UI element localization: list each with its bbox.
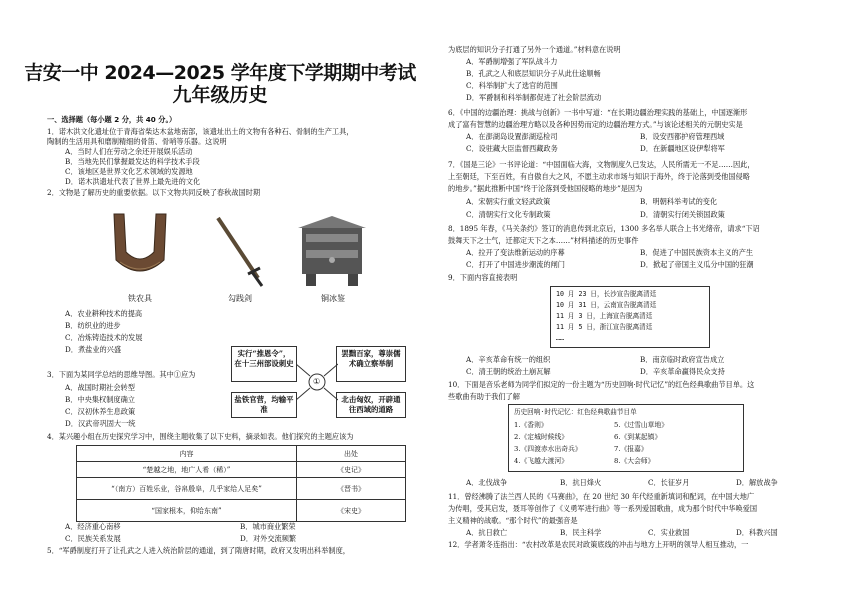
caption-iron-tool: 铁农具 xyxy=(128,294,152,303)
q9-option-c: C．清王朝的统治土崩瓦解 xyxy=(466,367,551,376)
table-row xyxy=(77,462,406,478)
q5-option-b: B．孔武之人和底层知识分子从此仕途顺畅 xyxy=(466,69,601,78)
table-cell: “楚越之地，地广人希（稀）” xyxy=(77,462,297,478)
q2-stem: 2．文物是了解历史的重要依据。以下文物共同反映了春秋战国时期 xyxy=(47,188,261,197)
q6-stem-1: 6．《中国的边疆治理：挑战与创新》一书中写道：“在长期边疆治理实践的基础上，中国逐渐形 xyxy=(448,108,748,117)
table-cell: “（南方）百姓乐业，谷帛殷阜，几乎家给人足矣” xyxy=(77,478,297,500)
table-cell: “国家根本，仰给东南” xyxy=(77,500,297,522)
section-heading: 一、选择题（每小题 2 分，共 40 分。） xyxy=(47,115,177,124)
q7-option-c: C．清朝实行文化专制政策 xyxy=(466,210,551,219)
song-item: 5.《过雪山草地》 xyxy=(614,421,669,429)
song-item: 6.《到某起镇》 xyxy=(614,433,662,441)
q3-circle-label: ① xyxy=(313,377,321,386)
q6-option-d: D．在新疆地区设伊犁将军 xyxy=(640,144,725,153)
song-item: 8.《大会师》 xyxy=(614,457,655,465)
q8-option-c: C．打开了中国进步潮流的闸门 xyxy=(466,260,565,269)
table-cell: 《史记》 xyxy=(297,462,406,478)
table-row xyxy=(77,478,406,500)
q9-line: 11 月 5 日，浙江宣告脱离清廷 xyxy=(556,323,653,331)
table-header: 内容 xyxy=(77,446,297,462)
q3-option-d: D．汉武帝巩固大一统 xyxy=(65,419,136,428)
bronze-ice-vessel-image xyxy=(292,210,372,290)
caption-sword: 勾践剑 xyxy=(228,294,252,303)
q1-option-c: C．该地区是世界文化艺术领域的发源地 xyxy=(65,167,193,176)
q4-option-a: A．经济重心南移 xyxy=(65,522,121,531)
q12-stem: 12．学者萧冬连指出：“农村改革是农民对政策底线的冲击与地方上开明的领导人相互推动，一 xyxy=(448,540,749,549)
q1-stem-2: 陶制的生活用具和磨制精细的骨笛、骨哨等乐器。这说明 xyxy=(47,137,227,146)
q10-option-d: D．解放战争 xyxy=(736,478,778,487)
q4-option-b: B．城市商业繁荣 xyxy=(240,522,296,531)
q5-stem-2: 为底层的知识分子打通了另外一个通道。”材料意在说明 xyxy=(448,45,621,54)
exam-title: 吉安一中 2024—2025 学年度下学期期中考试 xyxy=(24,62,416,84)
table-header: 出处 xyxy=(297,446,406,462)
q11-stem-3: 主义精神的战歌。“那个时代”的最强音是 xyxy=(448,516,578,525)
subject-title: 九年级历史 xyxy=(172,84,268,106)
q4-option-d: D．对外交流频繁 xyxy=(240,534,297,543)
q4-option-c: C．民族关系发展 xyxy=(65,534,121,543)
q3-option-a: A．战国时期社会转型 xyxy=(65,383,135,392)
q11-option-a: A．抗日救亡 xyxy=(466,528,508,537)
q8-stem-1: 8．1895 年春，《马关条约》签订的消息传到北京后，1300 多名举人联合上书光绪帝，请求“下诏 xyxy=(448,224,760,233)
q3-stem: 3．下面为某同学总结的思维导图。其中①应为 xyxy=(47,370,196,379)
q10-stem-1: 10．下面是音乐老师为同学们拟定的一份主题为“历史回响·时代记忆”的红色经典歌曲节目单。这 xyxy=(448,380,755,389)
q3-box-4: 北击匈奴，开辟通往西域的道路 xyxy=(336,392,406,418)
q2-option-a: A．农业耕种技术的提高 xyxy=(65,309,143,318)
q7-stem-3: 的地步。”据此推断中国“终于沦落到受他国侵略的地步”是因为 xyxy=(448,184,643,193)
song-item: 2.《定城时候线》 xyxy=(514,433,569,441)
q6-option-b: B．设安西都护府管理西域 xyxy=(640,132,725,141)
song-item: 1.《香则》 xyxy=(514,421,548,429)
q1-option-a: A．当时人们在劳动之余还开展娱乐活动 xyxy=(65,147,193,156)
song-item: 4.《飞越大渡河》 xyxy=(514,457,569,465)
q2-option-c: C．冶炼铸造技术的发展 xyxy=(65,333,143,342)
q6-option-c: C．设驻藏大臣监督西藏政务 xyxy=(466,144,558,153)
q1-option-b: B．当地先民们掌握最发达的科学技术手段 xyxy=(65,157,200,166)
q4-stem: 4．某兴趣小组在历史探究学习中，围绕主题收集了以下史料，摘录如表。他们探究的主题应该为 xyxy=(47,432,354,441)
q8-stem-2: 鼓舞天下之士气，迁都定天下之本……”材料描述的历史事件 xyxy=(448,236,639,245)
q10-option-a: A．北伐战争 xyxy=(466,478,508,487)
table-cell: 《晋书》 xyxy=(297,478,406,500)
q9-line: 10 月 31 日，云南宣告脱离清廷 xyxy=(556,301,657,309)
q10-stem-2: 些歌曲有助于我们了解 xyxy=(448,392,520,401)
q11-stem-1: 11．曾经沸腾了法兰西人民的《马赛曲》，在 20 世纪 30 年代经重新填词和配词，在中国大地广 xyxy=(448,492,755,501)
caption-ice-vessel: 铜冰鉴 xyxy=(321,294,345,303)
goujian-sword-image xyxy=(208,212,270,290)
q6-option-a: A．在澎湖岛设置澎湖巡检司 xyxy=(466,132,558,141)
q7-option-a: A．宋朝实行重文轻武政策 xyxy=(466,197,551,206)
q11-option-b: B．民主科学 xyxy=(560,528,602,537)
q5-option-c: C．科举制扩大了选官的范围 xyxy=(466,81,558,90)
q5-option-a: A．军爵制增强了军队战斗力 xyxy=(466,57,558,66)
q11-option-d: D．科教兴国 xyxy=(736,528,778,537)
q1-option-d: D．诺木洪遗址代表了世界上最先进的文化 xyxy=(65,177,201,186)
q9-line: …… xyxy=(556,334,564,342)
q3-option-c: C．汉初休养生息政策 xyxy=(65,407,136,416)
song-item: 3.《四渡赤水出奇兵》 xyxy=(514,445,582,453)
q8-option-a: A．拉开了变法维新运动的序幕 xyxy=(466,248,565,257)
q2-option-d: D．煮盐业的兴盛 xyxy=(65,345,122,354)
q4-source-table xyxy=(76,445,406,522)
q9-stem: 9．下面内容直接表明 xyxy=(448,273,518,282)
q6-stem-2: 成了富有智慧的边疆治理方略以及各种因势而定的边疆治理方式。”与该论述相关的元朝史实是 xyxy=(448,120,743,129)
q5-stem-1: 5．“军爵制度打开了让孔武之人进入统治阶层的通道，到了隋唐时期，政府又发明出科举制度， xyxy=(47,546,350,555)
q3-box-2: 罢黜百家，尊崇儒术确立察举制 xyxy=(336,346,406,382)
q9-option-b: B．南京临时政府宣告成立 xyxy=(640,355,725,364)
table-cell: 《宋史》 xyxy=(297,500,406,522)
q11-option-c: C．实业救国 xyxy=(648,528,690,537)
q2-option-b: B．纺织业的进步 xyxy=(65,321,121,330)
q10-option-b: B．抗日烽火 xyxy=(560,478,602,487)
q10-option-c: C．长征岁月 xyxy=(648,478,690,487)
q1-stem-1: 1．诺木洪文化遗址位于青海省柴达木盆地南部，该遗址出土的文物有各种石、骨制的生产工具， xyxy=(47,127,354,136)
q9-line: 10 月 23 日，长沙宣告脱离清廷 xyxy=(556,290,657,298)
q3-box-3: 盐铁官营，均输平准 xyxy=(231,392,297,418)
song-item: 7.《报嘉》 xyxy=(614,445,648,453)
iron-tool-image xyxy=(110,210,170,282)
q7-option-d: D．清朝实行闭关锁国政策 xyxy=(640,210,725,219)
q3-option-b: B．中央集权制度确立 xyxy=(65,395,135,404)
q9-line: 11 月 3 日，上海宣告脱离清廷 xyxy=(556,312,653,320)
q8-option-b: B．促进了中国民族资本主义的产生 xyxy=(640,248,754,257)
q11-stem-2: 为传唱，受其启发，聂耳等创作了《义勇军进行曲》等一系列爱国歌曲，成为那个时代中华唤爱国 xyxy=(448,504,758,513)
q10-box-title: 历史回响·时代记忆：红色经典歌曲节目单 xyxy=(514,408,637,416)
q8-option-d: D．掀起了帝国主义瓜分中国的狂潮 xyxy=(640,260,754,269)
q7-stem-1: 7．《国是三论》一书评论道：“中国面临大海，文物制度久已发达，人民所需无一不足……因此， xyxy=(448,160,755,169)
table-row xyxy=(77,500,406,522)
q9-option-d: D．辛亥革命赢得民众支持 xyxy=(640,367,725,376)
q5-option-d: D．军爵制和科举制都促进了社会阶层流动 xyxy=(466,93,602,102)
q7-option-b: B．明朝科举考试的变化 xyxy=(640,197,718,206)
q9-option-a: A．辛亥革命有统一的组织 xyxy=(466,355,551,364)
q3-box-1: 实行“推恩令”，在十三州部设刺史 xyxy=(231,346,297,382)
q7-stem-2: 上至朝廷，下至百姓，有自傲自大之风，不愿主动求市场与知识于海外，终于沦落到受他国侵略 xyxy=(448,172,750,181)
